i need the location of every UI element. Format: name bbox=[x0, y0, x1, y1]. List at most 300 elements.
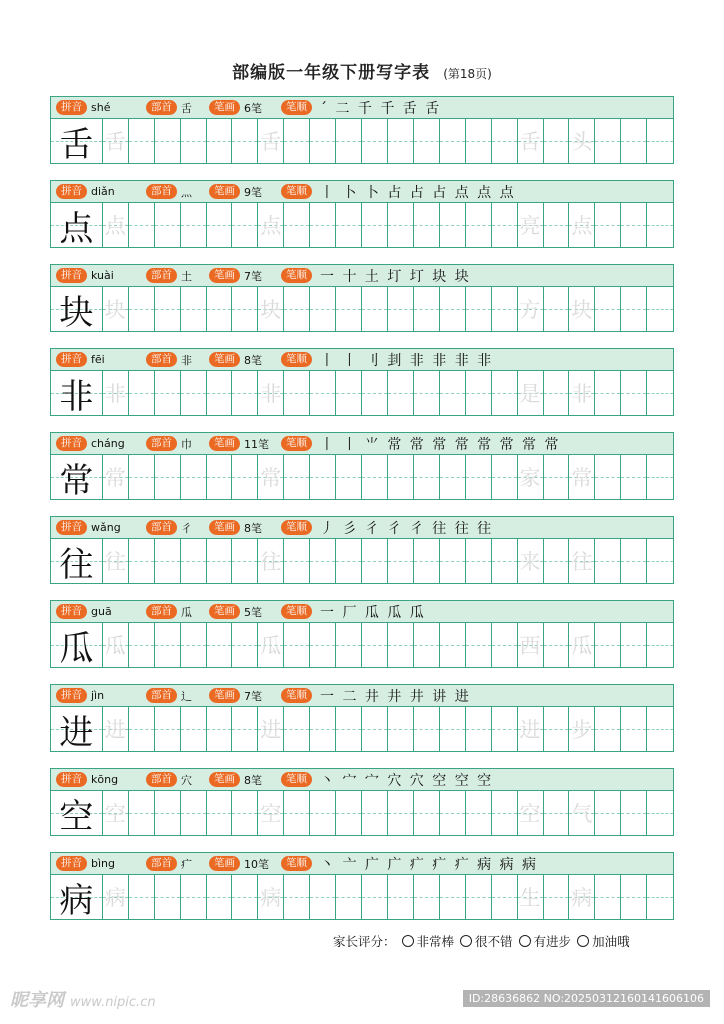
stroke-count-tag: 笔画 bbox=[209, 520, 240, 535]
practice-cell[interactable] bbox=[647, 287, 673, 331]
radical-slot bbox=[146, 352, 209, 368]
trace-cell[interactable] bbox=[258, 875, 284, 919]
practice-cell[interactable] bbox=[207, 539, 233, 583]
pinyin-tag: 拼音 bbox=[56, 268, 87, 283]
practice-cell[interactable] bbox=[647, 707, 673, 751]
practice-cell[interactable] bbox=[155, 707, 181, 751]
info-bar bbox=[50, 852, 674, 874]
practice-cell[interactable] bbox=[284, 875, 310, 919]
practice-cell[interactable] bbox=[284, 791, 310, 835]
practice-cell[interactable] bbox=[362, 287, 388, 331]
stroke-order-tag: 笔顺 bbox=[281, 100, 312, 115]
practice-cell[interactable] bbox=[155, 119, 181, 163]
practice-cell[interactable] bbox=[621, 875, 647, 919]
practice-cell[interactable] bbox=[181, 539, 207, 583]
practice-cell[interactable] bbox=[466, 119, 492, 163]
stroke-order-tag: 笔顺 bbox=[281, 352, 312, 367]
practice-cell[interactable] bbox=[388, 791, 414, 835]
practice-cell[interactable] bbox=[595, 875, 621, 919]
practice-cell[interactable] bbox=[440, 119, 466, 163]
practice-cell[interactable] bbox=[129, 119, 155, 163]
word-trace-cell[interactable] bbox=[569, 875, 595, 919]
practice-cell[interactable] bbox=[647, 875, 673, 919]
practice-cell[interactable] bbox=[207, 455, 233, 499]
practice-cell[interactable] bbox=[621, 791, 647, 835]
practice-cell[interactable] bbox=[595, 539, 621, 583]
practice-cell[interactable] bbox=[207, 203, 233, 247]
stroke-order-tag: 笔顺 bbox=[281, 856, 312, 871]
stroke-count-value: 8笔 bbox=[244, 521, 262, 535]
pinyin-slot bbox=[56, 184, 146, 199]
practice-cell[interactable] bbox=[440, 707, 466, 751]
rating-option-great[interactable]: 非常棒 bbox=[402, 932, 455, 950]
trace-cell[interactable] bbox=[103, 119, 129, 163]
practice-cell[interactable] bbox=[466, 455, 492, 499]
practice-cell[interactable] bbox=[414, 119, 440, 163]
practice-cell[interactable] bbox=[181, 791, 207, 835]
pinyin-tag: 拼音 bbox=[56, 184, 87, 199]
practice-cell[interactable] bbox=[129, 707, 155, 751]
practice-cell[interactable] bbox=[207, 875, 233, 919]
practice-cell[interactable] bbox=[362, 707, 388, 751]
practice-cell[interactable] bbox=[621, 539, 647, 583]
word-trace-cell[interactable] bbox=[518, 791, 544, 835]
practice-cell[interactable] bbox=[647, 623, 673, 667]
char-entry bbox=[50, 852, 674, 936]
model-character: 常 bbox=[59, 460, 94, 501]
practice-cell[interactable] bbox=[595, 119, 621, 163]
stroke-count-value: 7笔 bbox=[244, 689, 262, 703]
practice-cell[interactable] bbox=[207, 287, 233, 331]
info-bar bbox=[50, 264, 674, 286]
practice-cell[interactable] bbox=[155, 875, 181, 919]
practice-cell[interactable] bbox=[336, 875, 362, 919]
stroke-order-slot bbox=[281, 770, 493, 790]
pinyin-value: fēi bbox=[91, 353, 105, 366]
practice-cell[interactable] bbox=[466, 539, 492, 583]
trace-cell[interactable] bbox=[258, 287, 284, 331]
stroke-count-slot bbox=[209, 604, 281, 620]
practice-cell[interactable] bbox=[181, 287, 207, 331]
practice-cell[interactable] bbox=[336, 791, 362, 835]
stroke-order-tag: 笔顺 bbox=[281, 520, 312, 535]
practice-cell[interactable] bbox=[232, 623, 258, 667]
word-trace-cell[interactable] bbox=[569, 707, 595, 751]
trace-cell[interactable] bbox=[103, 623, 129, 667]
practice-cell[interactable] bbox=[336, 371, 362, 415]
pinyin-slot bbox=[56, 856, 146, 871]
practice-cell[interactable] bbox=[621, 287, 647, 331]
practice-cell[interactable] bbox=[595, 707, 621, 751]
trace-cell[interactable] bbox=[103, 707, 129, 751]
practice-cell[interactable] bbox=[155, 371, 181, 415]
practice-cell[interactable] bbox=[544, 707, 570, 751]
trace-cell[interactable] bbox=[258, 707, 284, 751]
pinyin-tag: 拼音 bbox=[56, 688, 87, 703]
practice-cell[interactable] bbox=[362, 455, 388, 499]
practice-cell[interactable] bbox=[440, 203, 466, 247]
practice-cell[interactable] bbox=[440, 875, 466, 919]
practice-cell[interactable] bbox=[232, 791, 258, 835]
practice-cell[interactable] bbox=[595, 455, 621, 499]
model-char-cell bbox=[51, 119, 103, 163]
practice-cell[interactable] bbox=[181, 455, 207, 499]
stroke-order-value: 丨 丨 ⺌ 常 常 常 常 常 常 常 常 bbox=[320, 436, 561, 453]
practice-cell[interactable] bbox=[466, 203, 492, 247]
practice-cell[interactable] bbox=[544, 371, 570, 415]
word-trace-cell[interactable] bbox=[518, 455, 544, 499]
word-trace-cell[interactable] bbox=[569, 455, 595, 499]
practice-cell[interactable] bbox=[414, 707, 440, 751]
practice-cell[interactable] bbox=[492, 875, 518, 919]
stroke-count-tag: 笔画 bbox=[209, 184, 240, 199]
practice-cell[interactable] bbox=[414, 455, 440, 499]
practice-cell[interactable] bbox=[414, 287, 440, 331]
practice-cell[interactable] bbox=[388, 371, 414, 415]
practice-cell[interactable] bbox=[595, 287, 621, 331]
practice-cell[interactable] bbox=[310, 455, 336, 499]
model-char-cell bbox=[51, 203, 103, 247]
practice-cell[interactable] bbox=[129, 623, 155, 667]
practice-cell[interactable] bbox=[129, 791, 155, 835]
practice-cell[interactable] bbox=[362, 791, 388, 835]
practice-cell[interactable] bbox=[492, 203, 518, 247]
practice-cell[interactable] bbox=[129, 875, 155, 919]
radical-slot bbox=[146, 184, 209, 200]
trace-character: 非 bbox=[571, 382, 593, 406]
trace-character: 亮 bbox=[519, 214, 541, 238]
practice-cell[interactable] bbox=[181, 707, 207, 751]
practice-cell[interactable] bbox=[414, 203, 440, 247]
word-trace-cell[interactable] bbox=[569, 539, 595, 583]
trace-cell[interactable] bbox=[103, 791, 129, 835]
practice-cell[interactable] bbox=[336, 539, 362, 583]
word-trace-cell[interactable] bbox=[518, 203, 544, 247]
practice-cell[interactable] bbox=[129, 455, 155, 499]
stroke-count-tag: 笔画 bbox=[209, 268, 240, 283]
trace-character: 块 bbox=[571, 298, 593, 322]
practice-cell[interactable] bbox=[388, 287, 414, 331]
practice-cell[interactable] bbox=[647, 455, 673, 499]
word-trace-cell[interactable] bbox=[518, 875, 544, 919]
practice-cell[interactable] bbox=[388, 875, 414, 919]
practice-cell[interactable] bbox=[621, 119, 647, 163]
pinyin-slot bbox=[56, 688, 146, 703]
practice-cell[interactable] bbox=[544, 203, 570, 247]
pinyin-tag: 拼音 bbox=[56, 520, 87, 535]
practice-cell[interactable] bbox=[647, 791, 673, 835]
practice-cell[interactable] bbox=[336, 287, 362, 331]
rating-option-keep-going[interactable]: 加油哦 bbox=[577, 932, 630, 950]
practice-cell[interactable] bbox=[284, 539, 310, 583]
model-char-cell bbox=[51, 539, 103, 583]
practice-cell[interactable] bbox=[647, 203, 673, 247]
practice-cell[interactable] bbox=[544, 623, 570, 667]
practice-cell[interactable] bbox=[544, 455, 570, 499]
practice-cell[interactable] bbox=[595, 371, 621, 415]
rating-option-progress[interactable]: 有进步 bbox=[519, 932, 572, 950]
word-trace-cell[interactable] bbox=[569, 623, 595, 667]
practice-cell[interactable] bbox=[284, 371, 310, 415]
practice-cell[interactable] bbox=[440, 455, 466, 499]
practice-cell[interactable] bbox=[181, 875, 207, 919]
pinyin-tag: 拼音 bbox=[56, 856, 87, 871]
practice-cell[interactable] bbox=[284, 623, 310, 667]
practice-cell[interactable] bbox=[362, 623, 388, 667]
practice-cell[interactable] bbox=[232, 539, 258, 583]
practice-cell[interactable] bbox=[466, 623, 492, 667]
practice-cell[interactable] bbox=[284, 119, 310, 163]
word-trace-cell[interactable] bbox=[518, 119, 544, 163]
practice-cell[interactable] bbox=[362, 119, 388, 163]
practice-cell[interactable] bbox=[466, 371, 492, 415]
practice-cell[interactable] bbox=[440, 791, 466, 835]
practice-cell[interactable] bbox=[466, 791, 492, 835]
practice-cell[interactable] bbox=[310, 539, 336, 583]
stroke-count-tag: 笔画 bbox=[209, 100, 240, 115]
word-trace-cell[interactable] bbox=[518, 707, 544, 751]
stroke-order-value: 一 二 井 井 井 讲 进 bbox=[320, 688, 471, 705]
practice-cell[interactable] bbox=[544, 119, 570, 163]
practice-cell[interactable] bbox=[181, 623, 207, 667]
char-entry bbox=[50, 600, 674, 684]
practice-cell[interactable] bbox=[544, 791, 570, 835]
char-entry bbox=[50, 432, 674, 516]
trace-character: 往 bbox=[260, 550, 282, 574]
practice-cell[interactable] bbox=[466, 287, 492, 331]
trace-cell[interactable] bbox=[258, 119, 284, 163]
practice-cell[interactable] bbox=[362, 371, 388, 415]
practice-cell[interactable] bbox=[232, 119, 258, 163]
radical-slot bbox=[146, 772, 209, 788]
practice-cell[interactable] bbox=[232, 875, 258, 919]
practice-cell[interactable] bbox=[155, 539, 181, 583]
practice-cell[interactable] bbox=[207, 623, 233, 667]
trace-cell[interactable] bbox=[258, 455, 284, 499]
rating-label: 家长评分： bbox=[333, 934, 396, 949]
practice-cell[interactable] bbox=[129, 539, 155, 583]
practice-cell[interactable] bbox=[440, 623, 466, 667]
word-trace-cell[interactable] bbox=[569, 791, 595, 835]
practice-cell[interactable] bbox=[414, 875, 440, 919]
practice-cell[interactable] bbox=[492, 707, 518, 751]
pinyin-value: jìn bbox=[91, 689, 105, 702]
pinyin-value: wǎng bbox=[91, 521, 121, 534]
practice-cell[interactable] bbox=[595, 203, 621, 247]
practice-cell[interactable] bbox=[232, 287, 258, 331]
practice-cell[interactable] bbox=[310, 203, 336, 247]
trace-character: 常 bbox=[260, 466, 282, 490]
stroke-count-tag: 笔画 bbox=[209, 604, 240, 619]
trace-cell[interactable] bbox=[103, 539, 129, 583]
radical-tag: 部首 bbox=[146, 520, 177, 535]
trace-character: 头 bbox=[571, 130, 593, 154]
trace-cell[interactable] bbox=[258, 539, 284, 583]
practice-cell[interactable] bbox=[207, 371, 233, 415]
radio-circle-icon[interactable] bbox=[402, 935, 414, 947]
practice-cell[interactable] bbox=[388, 707, 414, 751]
practice-cell[interactable] bbox=[362, 203, 388, 247]
practice-cell[interactable] bbox=[544, 539, 570, 583]
practice-cell[interactable] bbox=[336, 623, 362, 667]
practice-cell[interactable] bbox=[336, 455, 362, 499]
word-trace-cell[interactable] bbox=[569, 119, 595, 163]
practice-cell[interactable] bbox=[440, 287, 466, 331]
writing-grid bbox=[50, 706, 674, 752]
practice-cell[interactable] bbox=[207, 707, 233, 751]
radio-circle-icon[interactable] bbox=[460, 935, 472, 947]
practice-cell[interactable] bbox=[155, 203, 181, 247]
info-bar bbox=[50, 348, 674, 370]
practice-cell[interactable] bbox=[595, 623, 621, 667]
model-character: 进 bbox=[59, 712, 94, 753]
practice-cell[interactable] bbox=[388, 455, 414, 499]
trace-cell[interactable] bbox=[258, 791, 284, 835]
practice-cell[interactable] bbox=[414, 371, 440, 415]
trace-character: 非 bbox=[104, 382, 126, 406]
radio-circle-icon[interactable] bbox=[519, 935, 531, 947]
practice-cell[interactable] bbox=[155, 623, 181, 667]
practice-cell[interactable] bbox=[310, 707, 336, 751]
word-trace-cell[interactable] bbox=[569, 371, 595, 415]
practice-cell[interactable] bbox=[388, 539, 414, 583]
practice-cell[interactable] bbox=[621, 203, 647, 247]
trace-cell[interactable] bbox=[103, 371, 129, 415]
trace-character: 瓜 bbox=[260, 634, 282, 658]
practice-cell[interactable] bbox=[232, 371, 258, 415]
word-trace-cell[interactable] bbox=[518, 287, 544, 331]
practice-cell[interactable] bbox=[414, 539, 440, 583]
practice-cell[interactable] bbox=[310, 119, 336, 163]
pinyin-value: guā bbox=[91, 605, 112, 618]
page-number: (第18页) bbox=[443, 67, 492, 81]
practice-cell[interactable] bbox=[284, 203, 310, 247]
practice-cell[interactable] bbox=[232, 455, 258, 499]
practice-cell[interactable] bbox=[155, 455, 181, 499]
trace-cell[interactable] bbox=[258, 203, 284, 247]
practice-cell[interactable] bbox=[621, 455, 647, 499]
practice-cell[interactable] bbox=[466, 875, 492, 919]
practice-cell[interactable] bbox=[440, 371, 466, 415]
practice-cell[interactable] bbox=[336, 119, 362, 163]
practice-cell[interactable] bbox=[207, 119, 233, 163]
practice-cell[interactable] bbox=[310, 875, 336, 919]
pinyin-tag: 拼音 bbox=[56, 100, 87, 115]
practice-cell[interactable] bbox=[647, 371, 673, 415]
practice-cell[interactable] bbox=[362, 875, 388, 919]
practice-cell[interactable] bbox=[336, 203, 362, 247]
trace-character: 点 bbox=[260, 214, 282, 238]
word-trace-cell[interactable] bbox=[518, 623, 544, 667]
trace-cell[interactable] bbox=[258, 371, 284, 415]
practice-cell[interactable] bbox=[621, 623, 647, 667]
practice-cell[interactable] bbox=[310, 791, 336, 835]
practice-cell[interactable] bbox=[129, 203, 155, 247]
practice-cell[interactable] bbox=[595, 791, 621, 835]
practice-cell[interactable] bbox=[621, 371, 647, 415]
trace-character: 步 bbox=[571, 718, 593, 742]
practice-cell[interactable] bbox=[414, 623, 440, 667]
practice-cell[interactable] bbox=[544, 287, 570, 331]
model-char-cell bbox=[51, 791, 103, 835]
trace-cell[interactable] bbox=[258, 623, 284, 667]
practice-cell[interactable] bbox=[388, 623, 414, 667]
practice-cell[interactable] bbox=[647, 119, 673, 163]
trace-character: 空 bbox=[260, 802, 282, 826]
practice-cell[interactable] bbox=[544, 875, 570, 919]
practice-cell[interactable] bbox=[232, 707, 258, 751]
model-character: 往 bbox=[59, 544, 94, 585]
trace-character: 点 bbox=[104, 214, 126, 238]
practice-cell[interactable] bbox=[492, 371, 518, 415]
practice-cell[interactable] bbox=[388, 119, 414, 163]
practice-cell[interactable] bbox=[129, 371, 155, 415]
stroke-count-value: 11笔 bbox=[244, 437, 269, 451]
trace-cell[interactable] bbox=[103, 875, 129, 919]
practice-cell[interactable] bbox=[155, 791, 181, 835]
practice-cell[interactable] bbox=[284, 287, 310, 331]
stroke-count-slot bbox=[209, 184, 281, 200]
practice-cell[interactable] bbox=[129, 287, 155, 331]
practice-cell[interactable] bbox=[181, 203, 207, 247]
practice-cell[interactable] bbox=[336, 707, 362, 751]
radical-value: 土 bbox=[181, 269, 192, 283]
practice-cell[interactable] bbox=[181, 119, 207, 163]
practice-cell[interactable] bbox=[492, 287, 518, 331]
practice-cell[interactable] bbox=[440, 539, 466, 583]
practice-cell[interactable] bbox=[388, 203, 414, 247]
practice-cell[interactable] bbox=[181, 371, 207, 415]
stroke-count-slot bbox=[209, 772, 281, 788]
trace-cell[interactable] bbox=[103, 287, 129, 331]
rating-option-good[interactable]: 很不错 bbox=[460, 932, 513, 950]
pinyin-slot bbox=[56, 352, 146, 367]
practice-cell[interactable] bbox=[310, 371, 336, 415]
practice-cell[interactable] bbox=[492, 119, 518, 163]
practice-cell[interactable] bbox=[310, 623, 336, 667]
radio-circle-icon[interactable] bbox=[577, 935, 589, 947]
practice-cell[interactable] bbox=[284, 455, 310, 499]
practice-cell[interactable] bbox=[284, 707, 310, 751]
practice-cell[interactable] bbox=[621, 707, 647, 751]
practice-cell[interactable] bbox=[155, 287, 181, 331]
practice-cell[interactable] bbox=[466, 707, 492, 751]
word-trace-cell[interactable] bbox=[569, 203, 595, 247]
practice-cell[interactable] bbox=[492, 455, 518, 499]
practice-cell[interactable] bbox=[207, 791, 233, 835]
stroke-count-value: 10笔 bbox=[244, 857, 269, 871]
trace-cell[interactable] bbox=[103, 455, 129, 499]
practice-cell[interactable] bbox=[647, 539, 673, 583]
practice-cell[interactable] bbox=[310, 287, 336, 331]
radical-tag: 部首 bbox=[146, 856, 177, 871]
practice-cell[interactable] bbox=[492, 539, 518, 583]
stroke-order-slot bbox=[281, 854, 538, 874]
practice-cell[interactable] bbox=[232, 203, 258, 247]
practice-cell[interactable] bbox=[414, 791, 440, 835]
radical-value: 疒 bbox=[181, 857, 192, 871]
practice-cell[interactable] bbox=[492, 791, 518, 835]
word-trace-cell[interactable] bbox=[518, 539, 544, 583]
practice-cell[interactable] bbox=[362, 539, 388, 583]
word-trace-cell[interactable] bbox=[518, 371, 544, 415]
word-trace-cell[interactable] bbox=[569, 287, 595, 331]
stroke-count-tag: 笔画 bbox=[209, 856, 240, 871]
model-character: 病 bbox=[59, 880, 94, 921]
practice-cell[interactable] bbox=[492, 623, 518, 667]
trace-character: 瓜 bbox=[104, 634, 126, 658]
trace-cell[interactable] bbox=[103, 203, 129, 247]
